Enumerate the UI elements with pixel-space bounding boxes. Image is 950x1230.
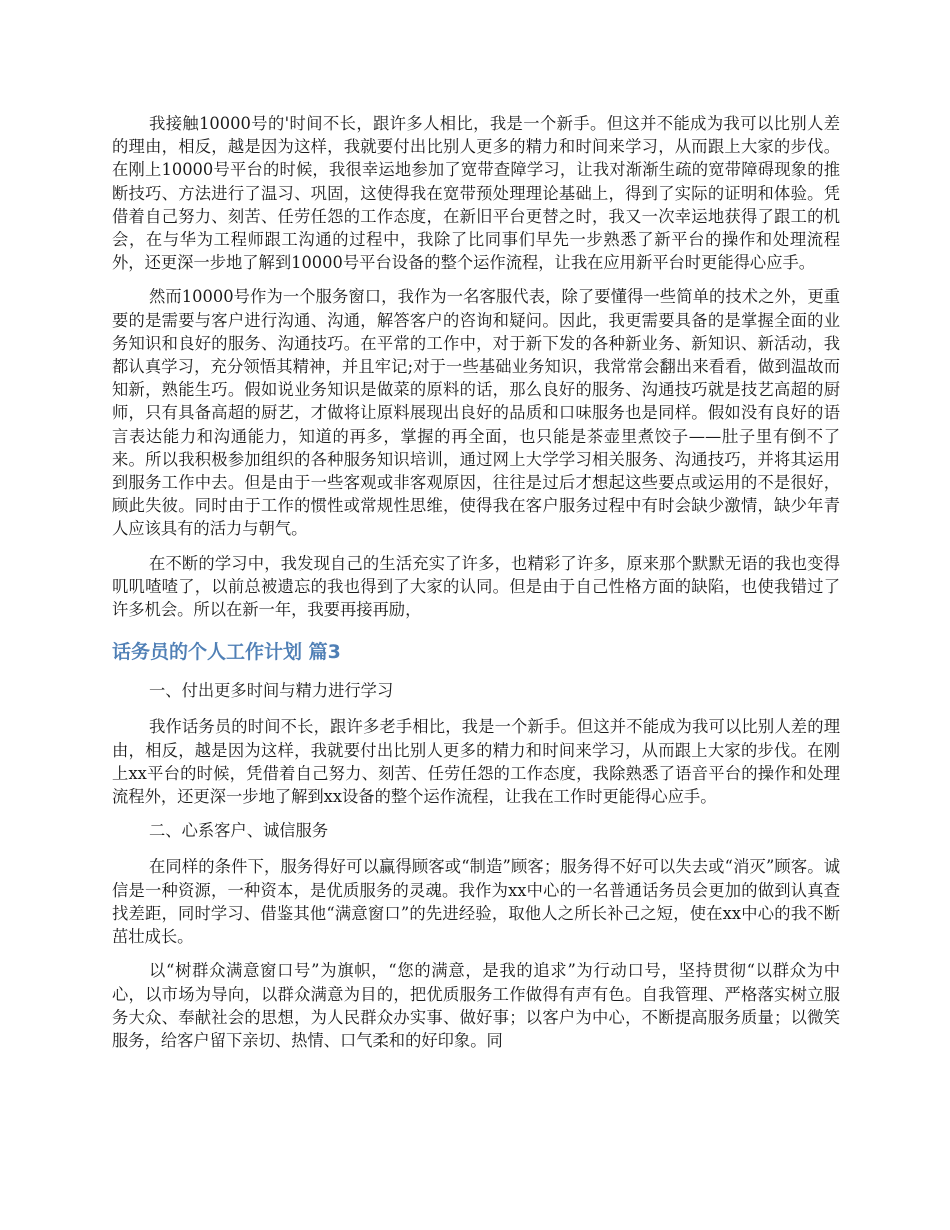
paragraph-study: 我作话务员的时间不长，跟许多老手相比，我是一个新手。但这并不能成为我可以比别人差的理由，相反，越是因为这样，我就要付出比别人更多的精力和时间来学习，从而跟上大家的步伐。在刚上xx平台的时候，凭借着自己努力、刻苦、任劳任怨的工作态度，我除熟悉了语音平台的操作和处理流程外，还更深一步地了解到xx设备的整个运作流程，让我在工作时更能得心应手。 — [112, 717, 840, 807]
intro-paragraph-1: 我接触10000号的'时间不长，跟许多人相比，我是一个新手。但这并不能成为我可以比别人差的理由，相反，越是因为这样，我就要付出比别人更多的精力和时间来学习，从而跟上大家的步伐。在刚上10000号平台的时候，我很幸运地参加了宽带查障学习，让我对渐渐生疏的宽带障碍现象的推断技巧、方法进行了温习、巩固，这使得我在宽带预处理理论基础上，得到了实际的证明和体验。凭借着自己努力、刻苦、任劳任怨的工作态度，在新旧平台更替之时，我又一次幸运地获得了跟工的机会，在与华为工程师跟工沟通的过程中，我除了比同事们早先一步熟悉了新平台的操作和处理流程外，还更深一步地了解到10000号平台设备的整个运作流程，让我在应用新平台时更能得心应手。 — [112, 114, 840, 273]
subheading-service: 二、心系客户、诚信服务 — [149, 821, 329, 841]
paragraph-slogan: 以“树群众满意窗口号”为旗帜，“您的满意，是我的追求”为行动口号，坚持贯彻“以群众为中心，以市场为导向，以群众满意为目的，把优质服务工作做得有声有色。自我管理、严格落实树立服务大众、奉献社会的思想，为人民群众办实事、做好事；以客户为中心，不断提高服务质量；以微笑服务，给客户留下亲切、热情、口气柔和的好印象。同 — [112, 961, 840, 1050]
intro-paragraph-2: 然而10000号作为一个服务窗口，我作为一名客服代表，除了要懂得一些简单的技术之外，更重要的是需要与客户进行沟通、沟通，解答客户的咨询和疑问。因此，我更需要具备的是掌握全面的业务知识和良好的服务、沟通技巧。在平常的工作中，对于新下发的各种新业务、新知识、新活动，我都认真学习，充分领悟其精神，并且牢记;对于一些基础业务知识，我常常会翻出来看看，做到温故而知新，熟能生巧。假如说业务知识是做菜的原料的话，那么良好的服务、沟通技巧就是技艺高超的厨师，只有具备高超的厨艺，才做将让原料展现出良好的品质和口味服务也是同样。假如没有良好的语言表达能力和沟通能力，知道的再多，掌握的再全面，也只能是茶壶里煮饺子——肚子里有倒不了来。所以我积极参加组织的各种服务知识培训，通过网上大学学习相关服务、沟通技巧，并将其运用到服务工作中去。但是由于一些客观或非客观原因，往往是过后才想起这些要点或运用的不是很好，顾此失彼。同时由于工作的惯性或常规性思维，使得我在客户服务过程中有时会缺少激情，缺少年青人应该具有的活力与朝气。 — [112, 287, 840, 539]
paragraph-service: 在同样的条件下，服务得好可以赢得顾客或“制造”顾客；服务得不好可以失去或“消灭”顾客。诚信是一种资源，一种资本，是优质服务的灵魂。我作为xx中心的一名普通话务员会更加的做到认真查找差距，同时学习、借鉴其他“满意窗口”的先进经验，取他人之所长补己之短，使在xx中心的我不断茁壮成长。 — [112, 857, 840, 947]
document-page — [112, 112, 840, 1063]
subheading-study: 一、付出更多时间与精力进行学习 — [149, 681, 394, 701]
intro-paragraph-3: 在不断的学习中，我发现自己的生活充实了许多，也精彩了许多，原来那个默默无语的我也变得叽叽喳喳了，以前总被遗忘的我也得到了大家的认同。但是由于自己性格方面的缺陷，也使我错过了许多机会。所以在新一年，我要再接再励， — [112, 553, 840, 620]
section-heading: 话务员的个人工作计划 篇3 — [112, 641, 341, 664]
